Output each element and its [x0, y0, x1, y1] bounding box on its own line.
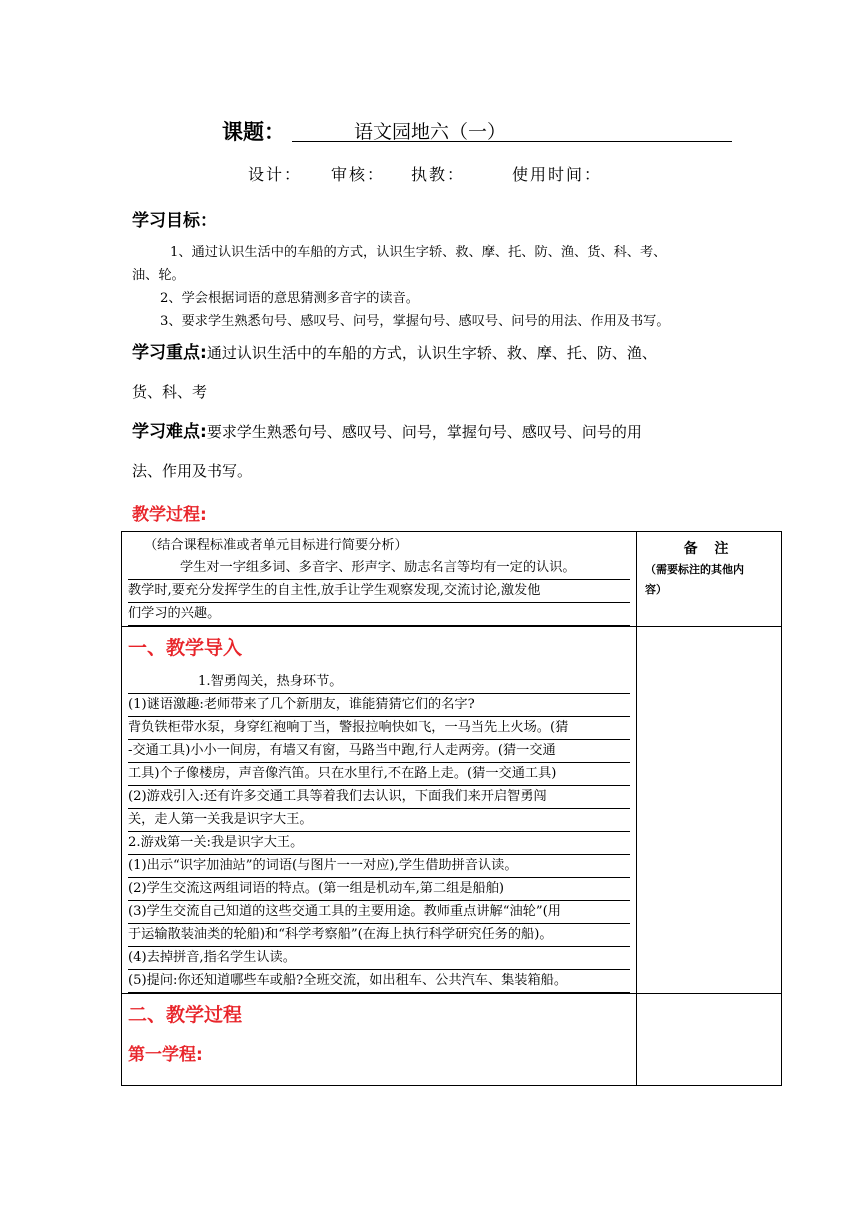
s1-line: 关，走人第一关我是识字大王。 — [128, 809, 630, 832]
objective-1a: 1、通过认识生活中的车船的方式，认识生字轿、救、摩、托、防、渔、货、科、考、 — [170, 245, 667, 260]
difficulties-line2: 法、作用及书写。 — [132, 462, 253, 480]
process-heading: 教学过程: — [132, 505, 207, 525]
s1-line: 工具)个子像楼房，声音像汽笛。只在水里行,不在路上走。(猜一交通工具) — [128, 763, 630, 786]
s1-line: 2.游戏第一关:我是识字大王。 — [128, 832, 630, 855]
objective-3: 3、要求学生熟悉句号、感叹号、问号，掌握句号、感叹号、问号的用法、作用及书写。 — [160, 314, 670, 329]
note-sub-1: （需要标注的其他内 — [645, 563, 744, 576]
s1-line: (3)学生交流自己知道的这些交通工具的主要用途。教师重点讲解“油轮”(用 — [128, 901, 630, 924]
s1-line: (5)提问:你还知道哪些车或船?全班交流，如出租车、公共汽车、集装箱船。 — [128, 970, 630, 993]
lesson-title: 语文园地六（一） — [354, 121, 507, 143]
s1-line: 背负铁柜带水泵，身穿红袍响丁当，警报拉响快如飞，一马当先上火场。(猜 — [128, 717, 630, 740]
objective-2: 2、学会根据词语的意思猜测多音字的读音。 — [160, 291, 419, 306]
section1-title: 一、教学导入 — [128, 637, 243, 659]
section2-sub: 第一学程: — [128, 1045, 203, 1065]
s1-line: (2)学生交流这两组词语的特点。(第一组是机动车,第二组是船舶) — [128, 878, 630, 901]
analysis-title: （结合课程标准或者单元目标进行简要分析） — [144, 538, 408, 553]
note-cell-empty-2 — [637, 994, 782, 1086]
s1-line: (2)游戏引入:还有许多交通工具等着我们去认识，下面我们来开启智勇闯 — [128, 786, 630, 809]
note-title: 备 注 — [683, 541, 735, 557]
analysis-line-2: 教学时,要充分发挥学生的自主性,放手让学生观察发现,交流讨论,激发他 — [128, 580, 630, 603]
s1-line: 于运输散装油类的轮船)和“科学考察船”(在海上执行科学研究任务的船)。 — [128, 924, 630, 947]
title-row — [222, 114, 732, 144]
key-points — [132, 334, 732, 412]
s1-line: (4)去掉拼音,指名学生认读。 — [128, 947, 630, 970]
reviewer-label: 审核： — [331, 165, 386, 184]
s1-line: (1)出示“识字加油站”的词语(与图片一一对应),学生借助拼音认读。 — [128, 855, 630, 878]
key-points-line2: 货、科、考 — [132, 383, 208, 401]
section2-cell — [122, 994, 637, 1086]
note-cell-empty — [637, 627, 782, 994]
difficulties — [132, 413, 732, 491]
key-points-label: 学习重点: — [132, 343, 207, 363]
analysis-line-3: 们学习的兴趣。 — [128, 603, 630, 626]
difficulties-label: 学习难点: — [132, 422, 207, 442]
teacher-label: 执教： — [411, 165, 466, 184]
section2-title: 二、教学过程 — [128, 1004, 243, 1026]
lesson-table — [121, 531, 782, 1086]
s1-line: -交通工具)小小一间房，有墙又有窗，马路当中跑,行人走两旁。(猜一交通 — [128, 740, 630, 763]
note-cell — [637, 532, 782, 627]
analysis-line-1: 学生对一字组多词、多音字、形声字、励志名言等均有一定的认识。 — [128, 557, 630, 580]
analysis-cell — [122, 532, 637, 627]
s1-line: (1)谜语激趣:老师带来了几个新朋友，谁能猜猜它们的名字? — [128, 694, 630, 717]
section1-cell — [122, 627, 637, 994]
s1-line: 1.智勇闯关，热身环节。 — [128, 671, 630, 694]
key-points-line1: 通过认识生活中的车船的方式，认识生字轿、救、摩、托、防、渔、 — [206, 344, 657, 362]
objective-1b: 油、轮。 — [132, 268, 185, 283]
note-sub-2: 容） — [645, 583, 667, 596]
designer-label: 设计： — [248, 165, 303, 184]
difficulties-line1: 要求学生熟悉句号、感叹号、问号，掌握句号、感叹号、问号的用 — [206, 423, 642, 441]
title-label: 课题： — [222, 120, 285, 144]
time-label: 使用时间： — [512, 165, 603, 184]
objectives-heading: 学习目标： — [132, 211, 217, 231]
